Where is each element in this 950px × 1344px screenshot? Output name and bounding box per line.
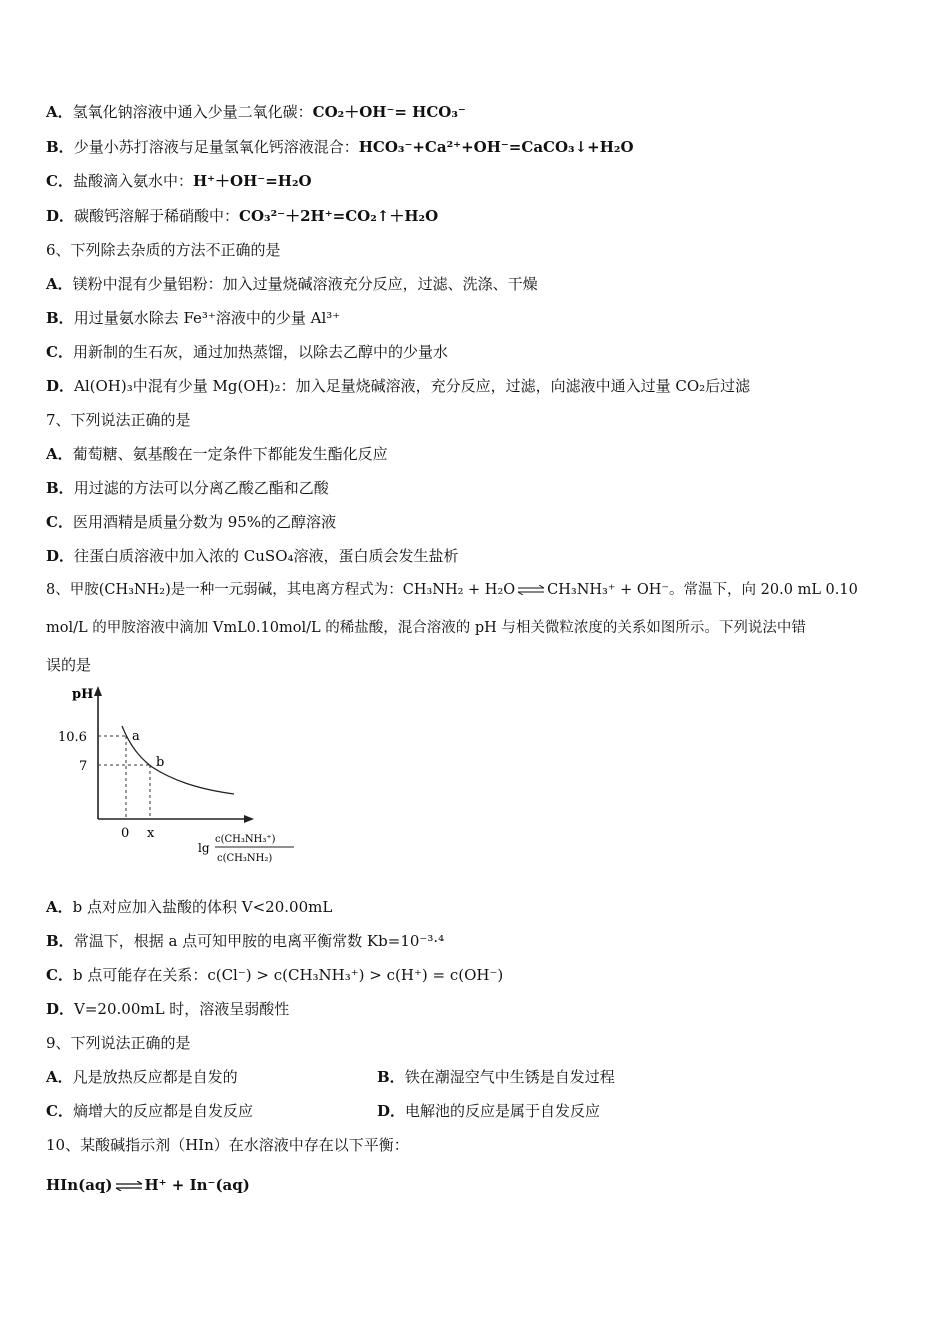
option-text: 用新制的生石灰，通过加热蒸馏，以除去乙醇中的少量水 bbox=[72, 343, 448, 361]
q6-option-a bbox=[46, 274, 538, 294]
x-axis-label-numerator: c(CH₃NH₃⁺) bbox=[215, 834, 276, 845]
equilibrium-arrow-icon bbox=[517, 585, 545, 595]
option-text: 碳酸钙溶解于稀硝酸中： bbox=[74, 207, 240, 225]
option-text: 少量小苏打溶液与足量氢氧化钙溶液混合： bbox=[73, 138, 359, 156]
option-text: 熵增大的反应都是自发反应 bbox=[72, 1102, 253, 1120]
q8-stem-line2: mol/L 的甲胺溶液中滴加 VmL0.10mol/L 的稀盐酸，混合溶液的 pH 与相关微粒浓度的关系如图所示。下列说法中错 bbox=[46, 620, 806, 636]
ph-chart bbox=[52, 684, 312, 869]
x-axis-label-denominator: c(CH₃NH₂) bbox=[217, 853, 273, 864]
q8-stem-line1 bbox=[46, 580, 858, 600]
q8-option-d bbox=[46, 999, 289, 1019]
q5-option-a bbox=[46, 102, 466, 122]
option-label: D． bbox=[46, 377, 75, 395]
q7-option-d bbox=[46, 546, 459, 566]
option-formula: CO₃²⁻＋2H⁺=CO₂↑＋H₂O bbox=[239, 207, 439, 225]
q8-stem-part2: CH₃NH₃⁺ + OH⁻。常温下，向 20.0 mL 0.10 bbox=[547, 582, 858, 598]
option-label: A． bbox=[46, 275, 73, 293]
option-label: D． bbox=[377, 1102, 406, 1120]
option-label: C． bbox=[46, 966, 73, 984]
option-label: B． bbox=[46, 309, 74, 327]
x-axis-label-prefix: lg bbox=[198, 841, 210, 855]
option-text: 常温下，根据 a 点可知甲胺的电离平衡常数 Kb=10⁻³·⁴ bbox=[73, 932, 445, 950]
q10-stem: 10、某酸碱指示剂（HIn）在水溶液中存在以下平衡： bbox=[46, 1136, 409, 1154]
q7-stem: 7、下列说法正确的是 bbox=[46, 411, 191, 429]
y-axis-label: pH bbox=[72, 687, 94, 702]
option-text: 医用酒精是质量分数为 95%的乙醇溶液 bbox=[72, 513, 337, 531]
x-tick-label: x bbox=[147, 826, 155, 841]
q8-option-b bbox=[46, 931, 444, 951]
q5-option-c bbox=[46, 171, 312, 191]
q8-stem-line3: 误的是 bbox=[46, 656, 92, 674]
option-text: 镁粉中混有少量铝粉：加入过量烧碱溶液充分反应，过滤、洗涤、干燥 bbox=[72, 275, 538, 293]
q10-equation bbox=[46, 1175, 250, 1195]
option-label: C． bbox=[46, 513, 73, 531]
option-formula: HCO₃⁻+Ca²⁺+OH⁻=CaCO₃↓+H₂O bbox=[358, 138, 634, 156]
x-axis-arrow-icon bbox=[244, 815, 254, 823]
option-label: B． bbox=[46, 138, 74, 156]
option-text: V=20.00mL 时，溶液呈弱酸性 bbox=[74, 1000, 290, 1018]
option-label: C． bbox=[46, 1102, 73, 1120]
option-text: 葡萄糖、氨基酸在一定条件下都能发生酯化反应 bbox=[72, 445, 388, 463]
option-label: C． bbox=[46, 172, 73, 190]
option-text: 用过量氨水除去 Fe³⁺溶液中的少量 Al³⁺ bbox=[73, 309, 341, 327]
option-label: D． bbox=[46, 547, 75, 565]
y-tick-label: 7 bbox=[79, 759, 88, 774]
q8-option-c bbox=[46, 965, 503, 985]
option-label: A． bbox=[46, 103, 73, 121]
option-label: A． bbox=[46, 445, 73, 463]
option-label: C． bbox=[46, 343, 73, 361]
q8-stem-part1: 8、甲胺(CH₃NH₂)是一种一元弱碱，其电离方程式为：CH₃NH₂ + H₂O bbox=[46, 582, 516, 598]
option-formula: H⁺＋OH⁻=H₂O bbox=[192, 172, 312, 190]
option-text: 凡是放热反应都是自发的 bbox=[72, 1068, 238, 1086]
option-label: D． bbox=[46, 207, 75, 225]
x-tick-label: 0 bbox=[121, 826, 130, 841]
equilibrium-arrow-icon bbox=[115, 1181, 143, 1191]
option-text: b 点对应加入盐酸的体积 V<20.00mL bbox=[72, 898, 333, 916]
option-text: 氢氧化钠溶液中通入少量二氧化碳： bbox=[72, 103, 313, 121]
q9-stem: 9、下列说法正确的是 bbox=[46, 1034, 191, 1052]
option-label: B． bbox=[46, 479, 74, 497]
option-text: Al(OH)₃中混有少量 Mg(OH)₂：加入足量烧碱溶液，充分反应，过滤，向滤液中通入过量 CO₂后过滤 bbox=[74, 377, 751, 395]
point-label-a: a bbox=[132, 729, 140, 744]
option-label: A． bbox=[46, 898, 73, 916]
q6-option-b bbox=[46, 308, 340, 328]
option-text: 电解池的反应是属于自发反应 bbox=[405, 1102, 601, 1120]
option-text: 盐酸滴入氨水中： bbox=[72, 172, 193, 190]
q5-option-d bbox=[46, 206, 438, 226]
option-formula: CO₂＋OH⁻= HCO₃⁻ bbox=[312, 103, 466, 121]
option-label: B． bbox=[46, 932, 74, 950]
option-text: 往蛋白质溶液中加入浓的 CuSO₄溶液，蛋白质会发生盐析 bbox=[74, 547, 459, 565]
q7-option-b bbox=[46, 478, 329, 498]
q5-option-b bbox=[46, 137, 634, 157]
q9-option-d bbox=[377, 1101, 600, 1121]
q9-option-b bbox=[377, 1067, 615, 1087]
q7-option-a bbox=[46, 444, 388, 464]
option-label: D． bbox=[46, 1000, 75, 1018]
q9-option-c bbox=[46, 1101, 253, 1121]
q6-option-c bbox=[46, 342, 448, 362]
q6-stem: 6、下列除去杂质的方法不正确的是 bbox=[46, 241, 281, 259]
q6-option-d bbox=[46, 376, 750, 396]
equation-left: HIn(aq) bbox=[46, 1176, 113, 1194]
q8-option-a bbox=[46, 897, 332, 917]
point-label-b: b bbox=[156, 755, 165, 770]
option-label: B． bbox=[377, 1068, 405, 1086]
option-text: b 点可能存在关系：c(Cl⁻) > c(CH₃NH₃⁺) > c(H⁺) = c(OH⁻) bbox=[72, 966, 504, 984]
option-text: 铁在潮湿空气中生锈是自发过程 bbox=[404, 1068, 615, 1086]
option-text: 用过滤的方法可以分离乙酸乙酯和乙酸 bbox=[73, 479, 329, 497]
q9-option-a bbox=[46, 1067, 238, 1087]
q7-option-c bbox=[46, 512, 336, 532]
option-label: A． bbox=[46, 1068, 73, 1086]
y-tick-label: 10.6 bbox=[58, 730, 87, 745]
equation-right: H⁺ + In⁻(aq) bbox=[144, 1176, 250, 1194]
y-axis-arrow-icon bbox=[94, 686, 102, 696]
